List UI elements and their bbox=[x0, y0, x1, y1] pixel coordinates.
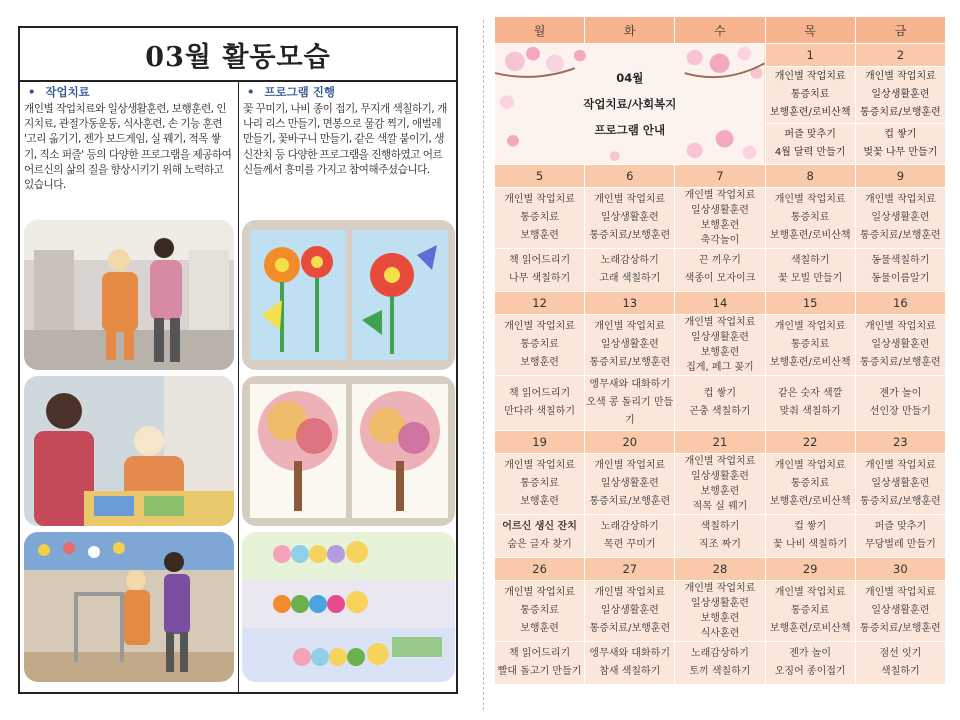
therapy-cell bbox=[585, 315, 675, 376]
program-row bbox=[495, 249, 946, 292]
program-cell bbox=[585, 376, 675, 431]
therapy-item: 일상생활훈련 bbox=[690, 471, 749, 482]
program-item: 참새 색칠하기 bbox=[599, 666, 661, 677]
program-item: 책 읽어드리기 bbox=[509, 388, 571, 399]
therapy-item: 보행훈련/로비산책 bbox=[769, 623, 851, 634]
therapy-item: 개인별 작업치료 bbox=[504, 194, 575, 205]
program-item: 색종이 모자이크 bbox=[684, 273, 756, 284]
therapy-item: 보행훈련 bbox=[700, 347, 740, 358]
therapy-item: 보행훈련 bbox=[520, 230, 559, 241]
therapy-item: 축각놀이 bbox=[700, 235, 740, 246]
therapy-cell bbox=[675, 188, 765, 249]
therapy-cell bbox=[765, 581, 855, 642]
date-cell: 28 bbox=[675, 558, 765, 581]
therapy-item: 통증치료/보행훈련 bbox=[589, 357, 671, 368]
program-item: 젠가 놀이 bbox=[879, 388, 922, 399]
therapy-item: 일상생활훈련 bbox=[871, 339, 930, 350]
date-cell: 30 bbox=[855, 558, 945, 581]
therapy-cell bbox=[765, 315, 855, 376]
therapy-cell bbox=[855, 188, 945, 249]
therapy-row bbox=[495, 188, 946, 249]
program-item: 꽃 나비 색칠하기 bbox=[773, 539, 848, 550]
walker-training-photo bbox=[24, 532, 234, 682]
therapy-item: 통증치료/보행훈련 bbox=[589, 623, 671, 634]
therapy-item: 일상생활훈련 bbox=[690, 598, 749, 609]
therapy-row bbox=[495, 581, 946, 642]
date-cell: 29 bbox=[765, 558, 855, 581]
program-row bbox=[495, 376, 946, 431]
cotton-swab-tree-photo bbox=[242, 376, 455, 526]
therapy-item: 통증치료 bbox=[790, 339, 830, 350]
weekday-thu: 목 bbox=[765, 17, 855, 44]
program-item: 꽃 모빌 만들기 bbox=[777, 273, 843, 284]
caterpillar-craft-photo bbox=[242, 532, 455, 682]
therapy-cell bbox=[855, 454, 945, 515]
therapy-item: 개인별 작업치료 bbox=[504, 460, 575, 471]
therapy-item: 개인별 작업치료 bbox=[594, 194, 666, 205]
program-item: 선인장 만들기 bbox=[869, 406, 931, 417]
therapy-item: 통증치료 bbox=[520, 339, 559, 350]
therapy-item: 개인별 작업치료 bbox=[684, 456, 756, 467]
program-item: 컵 쌓기 bbox=[703, 388, 737, 399]
program-item: 나무 색칠하기 bbox=[509, 273, 571, 284]
therapy-cell bbox=[765, 188, 855, 249]
therapy-item: 개인별 작업치료 bbox=[864, 587, 936, 598]
program-item: 맞춰 색칠하기 bbox=[779, 406, 841, 417]
therapy-item: 개인별 작업치료 bbox=[774, 71, 846, 82]
date-cell: 14 bbox=[675, 292, 765, 315]
therapy-item: 개인별 작업치료 bbox=[594, 321, 666, 332]
therapy-item: 통증치료/보행훈련 bbox=[860, 357, 941, 368]
program-item: 앵무새와 대화하기 bbox=[589, 379, 671, 390]
program-item: 점선 잇기 bbox=[879, 648, 922, 659]
program-cell bbox=[585, 249, 675, 292]
therapy-item: 보행훈련 bbox=[520, 623, 559, 634]
program-item: 4월 달력 만들기 bbox=[774, 147, 846, 158]
therapy-item: 개인별 작업치료 bbox=[684, 317, 756, 328]
therapy-cell bbox=[855, 315, 945, 376]
program-item: 컵 쌓기 bbox=[794, 521, 827, 532]
weekday-mon: 월 bbox=[495, 17, 585, 44]
therapy-cell bbox=[675, 581, 765, 642]
program-item: 만다라 색칠하기 bbox=[504, 406, 575, 417]
therapy-item: 일상생활훈련 bbox=[871, 605, 930, 616]
program-cell bbox=[495, 515, 585, 558]
therapy-item: 통증치료/보행훈련 bbox=[860, 496, 941, 507]
weekday-wed: 수 bbox=[675, 17, 765, 44]
therapy-cell bbox=[495, 188, 585, 249]
occupational-therapy-text: 개인별 작업치료와 일상생활훈련, 보행훈련, 인지치료, 관절가동운동, 식사훈련, 손 기능 훈련 '고리 옮기기, 젠가 보드게임, 실 꿰기, 적목 쌓기, 직소 퍼즐' 등의 다양한 프로그램을 제공하여 어르신의 삶의 질을 향상시키기 위해 노력하고 있습니다. bbox=[24, 103, 232, 192]
date-cell: 22 bbox=[765, 431, 855, 454]
program-item: 어르신 생신 잔치 bbox=[502, 521, 577, 532]
therapy-item: 보행훈련 bbox=[520, 357, 559, 368]
therapy-item: 일상생활훈련 bbox=[871, 89, 930, 100]
therapy-cell bbox=[585, 454, 675, 515]
program-row bbox=[495, 642, 946, 685]
therapy-item: 일상생활훈련 bbox=[600, 478, 659, 489]
weekday-header bbox=[495, 17, 946, 44]
therapy-item: 보행훈련 bbox=[700, 613, 740, 624]
program-item: 고래 색칠하기 bbox=[599, 273, 661, 284]
therapy-item: 일상생활훈련 bbox=[871, 478, 930, 489]
program-cell bbox=[765, 642, 855, 685]
date-cell: 21 bbox=[675, 431, 765, 454]
program-cell bbox=[855, 124, 945, 165]
therapy-item: 개인별 작업치료 bbox=[594, 460, 666, 471]
therapy-item: 통증치료 bbox=[790, 605, 830, 616]
program-column bbox=[239, 80, 457, 692]
date-cell: 1 bbox=[765, 44, 855, 67]
program-row bbox=[495, 515, 946, 558]
program-item: 오징어 종이접기 bbox=[774, 666, 846, 677]
activity-columns bbox=[20, 80, 456, 692]
therapy-cell bbox=[765, 454, 855, 515]
therapy-item: 보행훈련 bbox=[520, 496, 559, 507]
program-cell bbox=[765, 376, 855, 431]
date-cell: 9 bbox=[855, 165, 945, 188]
therapy-item: 개인별 작업치료 bbox=[684, 583, 756, 594]
occupational-therapy-heading bbox=[28, 84, 238, 100]
program-item: 색칠하기 bbox=[790, 255, 830, 266]
therapy-cell bbox=[765, 67, 855, 124]
therapy-item: 통증치료 bbox=[790, 89, 830, 100]
therapy-item: 통증치료 bbox=[520, 478, 559, 489]
date-cell: 15 bbox=[765, 292, 855, 315]
program-cell bbox=[675, 515, 765, 558]
therapy-item: 개인별 작업치료 bbox=[774, 194, 846, 205]
date-cell: 2 bbox=[855, 44, 945, 67]
therapy-cell bbox=[675, 315, 765, 376]
therapy-item: 통증치료 bbox=[790, 212, 830, 223]
therapy-item: 개인별 작업치료 bbox=[864, 71, 936, 82]
therapy-item: 통증치료 bbox=[520, 212, 559, 223]
page-title: 03월 활동모습 bbox=[20, 28, 456, 82]
weekday-tue: 화 bbox=[585, 17, 675, 44]
program-cell bbox=[585, 642, 675, 685]
therapy-item: 개인별 작업치료 bbox=[594, 587, 666, 598]
therapy-item: 보행훈련/로비산책 bbox=[769, 357, 851, 368]
date-cell: 6 bbox=[585, 165, 675, 188]
program-cell bbox=[675, 642, 765, 685]
program-item: 책 읽어드리기 bbox=[509, 255, 571, 266]
hand-function-photo bbox=[24, 376, 234, 526]
program-item: 색칠하기 bbox=[881, 666, 920, 677]
therapy-item: 보행훈련/로비산책 bbox=[769, 496, 851, 507]
walking-training-photo bbox=[24, 220, 234, 370]
date-cell: 19 bbox=[495, 431, 585, 454]
heading-text: 작업치료 bbox=[45, 85, 90, 99]
therapy-cell bbox=[855, 67, 945, 124]
therapy-item: 개인별 작업치료 bbox=[684, 190, 756, 201]
program-item: 직조 짜기 bbox=[699, 539, 741, 550]
program-item: 노래감상하기 bbox=[600, 255, 659, 266]
program-item: 노래감상하기 bbox=[690, 648, 749, 659]
date-cell: 8 bbox=[765, 165, 855, 188]
program-item: 앵무새와 대화하기 bbox=[589, 648, 671, 659]
program-item: 젠가 놀이 bbox=[789, 648, 832, 659]
program-item: 동물이름알기 bbox=[871, 273, 930, 284]
program-item: 컵 쌓기 bbox=[884, 129, 917, 140]
therapy-item: 통증치료/보행훈련 bbox=[860, 107, 941, 118]
therapy-cell bbox=[585, 188, 675, 249]
program-item: 곤충 색칠하기 bbox=[689, 406, 751, 417]
therapy-item: 일상생활훈련 bbox=[690, 332, 749, 343]
program-item: 같은 숫자 색깔 bbox=[777, 388, 843, 399]
date-cell: 5 bbox=[495, 165, 585, 188]
therapy-cell bbox=[855, 581, 945, 642]
program-cell bbox=[495, 642, 585, 685]
therapy-item: 식사훈련 bbox=[700, 628, 740, 639]
therapy-item: 보행훈련/로비산책 bbox=[769, 230, 851, 241]
program-cell bbox=[765, 124, 855, 165]
therapy-item: 개인별 작업치료 bbox=[504, 321, 575, 332]
program-item: 노래감상하기 bbox=[600, 521, 659, 532]
therapy-item: 일상생활훈련 bbox=[600, 212, 659, 223]
program-item: 책 읽어드리기 bbox=[509, 648, 571, 659]
program-item: 숨은 글자 찾기 bbox=[507, 539, 572, 550]
therapy-cell bbox=[495, 315, 585, 376]
bullet: • bbox=[247, 85, 255, 99]
date-cell: 16 bbox=[855, 292, 945, 315]
therapy-item: 일상생활훈련 bbox=[871, 212, 930, 223]
therapy-item: 통증치료 bbox=[790, 478, 830, 489]
program-cell bbox=[495, 376, 585, 431]
program-calendar bbox=[494, 16, 946, 685]
program-text: 꽃 꾸미기, 나비 종이 접기, 무지개 색칠하기, 개나리 리스 만들기, 면봉으로 물감 찍기, 애벌레 만들기, 꽃바구니 만들기, 같은 색깔 붙이기, 생신잔치 등 다양한 프로그램을 진행하였고 어르신들께서 흥미를 가지고 참여해주셨습니다. bbox=[243, 103, 447, 176]
program-item: 색칠하기 bbox=[700, 521, 740, 532]
date-row bbox=[495, 165, 946, 188]
date-row bbox=[495, 431, 946, 454]
therapy-cell bbox=[495, 581, 585, 642]
program-cell bbox=[585, 515, 675, 558]
flower-craft-photo bbox=[242, 220, 455, 370]
date-row bbox=[495, 558, 946, 581]
date-cell: 20 bbox=[585, 431, 675, 454]
banner-title: 프로그램 안내 bbox=[594, 123, 666, 137]
program-cell bbox=[495, 249, 585, 292]
program-cell bbox=[855, 515, 945, 558]
occupational-therapy-column bbox=[20, 80, 239, 692]
program-item: 벚꽃 나무 만들기 bbox=[863, 147, 938, 158]
therapy-item: 개인별 작업치료 bbox=[864, 321, 936, 332]
activity-panel bbox=[18, 26, 458, 694]
program-item: 동물색칠하기 bbox=[871, 255, 930, 266]
therapy-item: 개인별 작업치료 bbox=[774, 460, 846, 471]
program-heading bbox=[247, 84, 457, 100]
program-cell bbox=[675, 249, 765, 292]
therapy-item: 통증치료 bbox=[520, 605, 559, 616]
therapy-item: 집게, 페그 꽂기 bbox=[686, 362, 754, 373]
therapy-row bbox=[495, 454, 946, 515]
therapy-item: 통증치료/보행훈련 bbox=[860, 623, 941, 634]
therapy-item: 일상생활훈련 bbox=[600, 605, 659, 616]
banner-month: 04월 bbox=[616, 71, 644, 85]
therapy-cell bbox=[585, 581, 675, 642]
program-cell bbox=[765, 515, 855, 558]
calendar-banner bbox=[495, 44, 766, 165]
therapy-item: 개인별 작업치료 bbox=[774, 321, 846, 332]
date-cell: 26 bbox=[495, 558, 585, 581]
therapy-item: 보행훈련/로비산책 bbox=[769, 107, 851, 118]
date-cell: 7 bbox=[675, 165, 765, 188]
program-cell bbox=[855, 642, 945, 685]
date-row bbox=[495, 44, 946, 67]
program-item: 퍼즐 맞추기 bbox=[874, 521, 927, 532]
therapy-item: 일상생활훈련 bbox=[600, 339, 659, 350]
date-cell: 23 bbox=[855, 431, 945, 454]
program-item: 목련 꾸미기 bbox=[604, 539, 656, 550]
therapy-item: 통증치료/보행훈련 bbox=[589, 496, 671, 507]
therapy-item: 보행훈련 bbox=[700, 486, 740, 497]
therapy-item: 통증치료/보행훈련 bbox=[860, 230, 941, 241]
program-item: 퍼즐 맞추기 bbox=[784, 129, 836, 140]
therapy-item: 개인별 작업치료 bbox=[774, 587, 846, 598]
therapy-cell bbox=[495, 454, 585, 515]
heading-text: 프로그램 진행 bbox=[264, 85, 336, 99]
program-item: 무당벌레 만들기 bbox=[864, 539, 936, 550]
program-item: 오색 콩 돌리기 만들기 bbox=[586, 397, 674, 426]
bullet: • bbox=[28, 85, 36, 99]
banner-subtitle: 작업치료/사회복지 bbox=[583, 97, 677, 111]
program-cell bbox=[855, 249, 945, 292]
therapy-item: 개인별 작업치료 bbox=[504, 587, 575, 598]
program-item: 토끼 색칠하기 bbox=[689, 666, 751, 677]
program-cell bbox=[765, 249, 855, 292]
therapy-item: 개인별 작업치료 bbox=[864, 194, 936, 205]
weekday-fri: 금 bbox=[855, 17, 945, 44]
program-item: 빨대 돌고기 만들기 bbox=[497, 666, 582, 677]
therapy-item: 일상생활훈련 bbox=[690, 205, 749, 216]
therapy-item: 보행훈련 bbox=[700, 220, 740, 231]
program-cell bbox=[855, 376, 945, 431]
program-cell bbox=[675, 376, 765, 431]
therapy-item: 개인별 작업치료 bbox=[864, 460, 936, 471]
therapy-item: 통증치료/보행훈련 bbox=[589, 230, 671, 241]
therapy-row bbox=[495, 315, 946, 376]
therapy-cell bbox=[675, 454, 765, 515]
date-cell: 13 bbox=[585, 292, 675, 315]
date-row bbox=[495, 292, 946, 315]
therapy-item: 적목 실 꿰기 bbox=[692, 501, 748, 512]
program-item: 끈 끼우기 bbox=[699, 255, 741, 266]
date-cell: 27 bbox=[585, 558, 675, 581]
date-cell: 12 bbox=[495, 292, 585, 315]
divider bbox=[483, 20, 484, 710]
